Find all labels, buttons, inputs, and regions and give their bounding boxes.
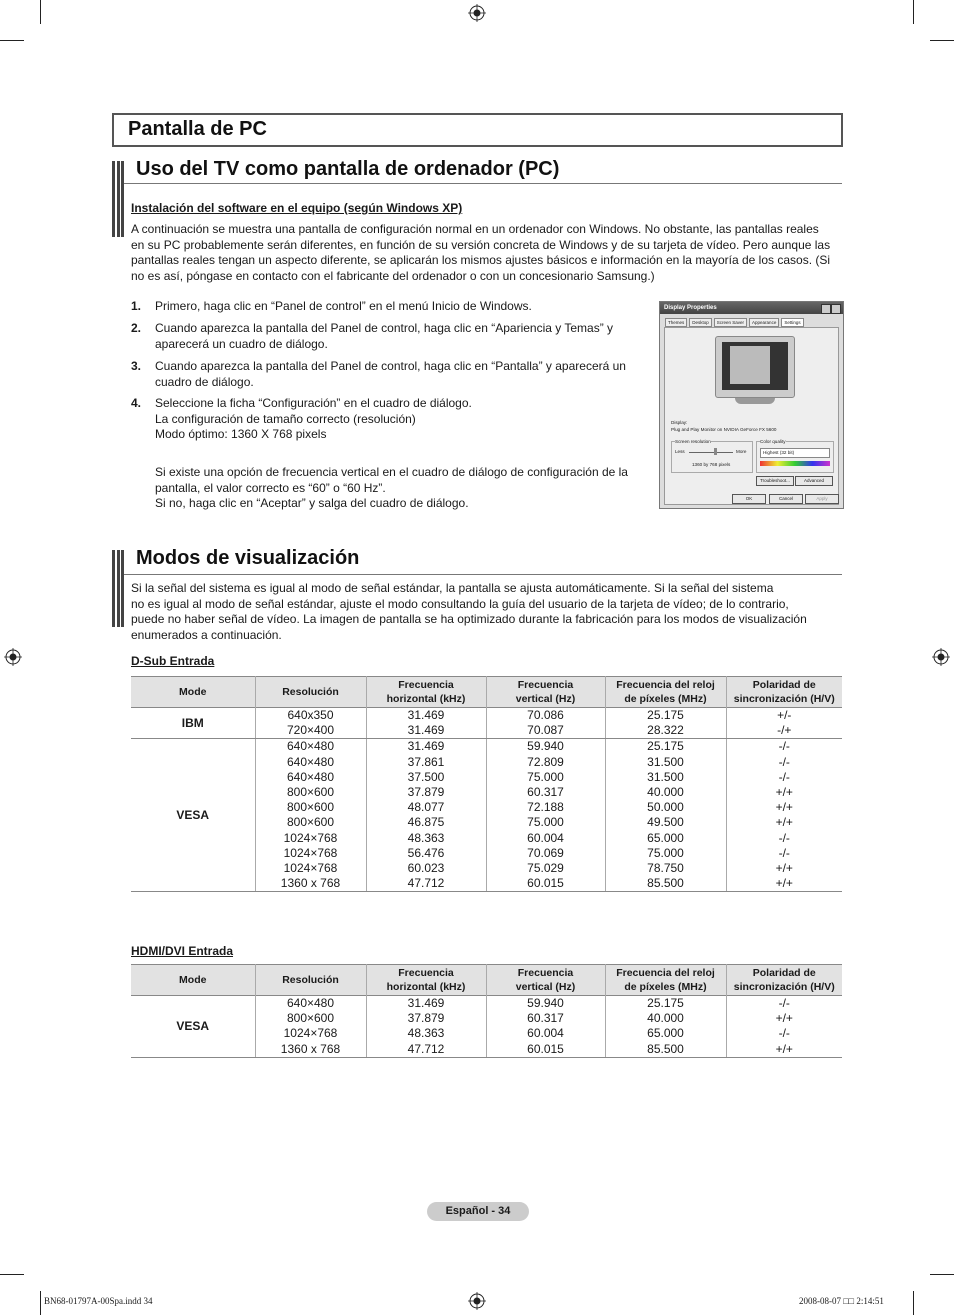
troubleshoot-button: Troubleshoot...: [756, 476, 794, 486]
registration-mark-icon: [468, 4, 486, 22]
subheading: Instalación del software en el equipo (según Windows XP): [131, 201, 463, 215]
step-text: Cuando aparezca la pantalla del Panel de control, haga clic en “Apariencia y Temas” y: [155, 321, 614, 335]
value-cell: 640×480 640×480 640×480 800×600 800×600 800×600 1024×768 1024×768 1024×768 1360 x 768: [255, 739, 366, 892]
value-cell: 31.469 37.861 37.500 37.879 48.077 46.875 48.363 56.476 60.023 47.712: [366, 739, 486, 892]
column-header: Frecuencia vertical (Hz): [486, 965, 605, 996]
column-header: Polaridad de sincronización (H/V): [726, 965, 842, 996]
crop-mark: [0, 1274, 24, 1275]
crop-mark: [40, 0, 41, 24]
step-text: cuadro de diálogo.: [155, 374, 254, 389]
advanced-button: Advanced: [795, 476, 833, 486]
column-header: Frecuencia horizontal (kHz): [366, 965, 486, 996]
page-title-box: [112, 113, 843, 147]
close-icon: [831, 304, 841, 314]
section-title: Modos de visualización: [136, 547, 360, 569]
color-select: [760, 448, 830, 458]
column-header: Resolución: [255, 677, 366, 708]
value-cell: 31.469 31.469: [366, 708, 486, 739]
dialog-tabs: [665, 318, 804, 327]
display-label: Display:: [671, 420, 688, 425]
table-label: D-Sub Entrada: [131, 654, 215, 668]
color-label: Color quality: [760, 439, 786, 444]
section-bar: [112, 550, 124, 627]
color-value: Highest (32 bit): [763, 450, 795, 455]
mode-cell: IBM: [131, 708, 255, 739]
section-rule: [124, 183, 842, 184]
display-properties-screenshot: [659, 301, 844, 509]
text-line: pantalla, el valor correcto es “60” o “60 Hz”.: [155, 480, 386, 495]
column-header: Frecuencia horizontal (kHz): [366, 677, 486, 708]
value-cell: 31.469 37.879 48.363 47.712: [366, 996, 486, 1058]
column-header: Mode: [131, 677, 255, 708]
dialog-title: Display Properties: [664, 305, 717, 311]
text-line: enumerados a continuación.: [131, 627, 282, 642]
step-text: La configuración de tamaño correcto (resolución): [155, 411, 416, 426]
column-header: Frecuencia del reloj de píxeles (MHz): [605, 677, 726, 708]
dialog-titlebar: [660, 302, 843, 314]
text-line: Si la señal del sistema es igual al modo de señal estándar, la pantalla se ajusta automáticamente. Si la señal del sistema: [131, 581, 774, 595]
resolution-value: 1360 by 768 pixels: [692, 462, 731, 467]
registration-mark-icon: [4, 648, 22, 666]
step-text: Primero, haga clic en “Panel de control” en el menú Inicio de Windows.: [155, 299, 532, 313]
monitor-stand: [735, 398, 775, 404]
tab-settings: Settings: [781, 318, 803, 327]
tab-desktop: Desktop: [689, 318, 712, 327]
crop-mark: [0, 40, 24, 41]
intro-paragraph: [131, 222, 842, 284]
text-line: no es así, póngase en contacto con el fabricante del ordenador o con un concesionario Samsung.): [131, 268, 655, 283]
step-number: 4.: [131, 396, 142, 410]
table-label: HDMI/DVI Entrada: [131, 944, 234, 958]
slider-thumb: [714, 448, 717, 455]
crop-mark: [40, 1291, 41, 1315]
column-header: Mode: [131, 965, 255, 996]
color-bar: [760, 461, 830, 466]
step-text: Modo óptimo: 1360 X 768 pixels: [155, 427, 327, 441]
page-number: Español - 34: [427, 1202, 529, 1221]
crop-mark: [930, 1274, 954, 1275]
column-header: Resolución: [255, 965, 366, 996]
value-cell: 640x350 720×400: [255, 708, 366, 739]
column-header: Polaridad de sincronización (H/V): [726, 677, 842, 708]
tab-screen-saver: Screen Saver: [714, 318, 747, 327]
text-line: puede no haber señal de vídeo. La imagen de pantalla se ha optimizado durante la fabricación para los modos de visualización: [131, 612, 807, 626]
column-header: Frecuencia vertical (Hz): [486, 677, 605, 708]
display-value: Plug and Play Monitor on NVIDIA GeForce FX 5600: [671, 427, 777, 432]
footer-file-info: BN68-01797A-00Spa.indd 34: [44, 1296, 153, 1306]
text-line: A continuación se muestra una pantalla de configuración normal en un ordenador con Windows. No obstante, las pantallas reales: [131, 222, 819, 236]
note-paragraph: [131, 465, 646, 512]
value-cell: 25.175 40.000 65.000 85.500: [605, 996, 726, 1058]
registration-mark-icon: [468, 1292, 486, 1310]
ok-button: OK: [732, 494, 766, 504]
step-text: Seleccione la ficha “Configuración” en el cuadro de diálogo.: [155, 396, 472, 410]
color-group: [756, 441, 834, 473]
step-number: 2.: [131, 321, 142, 335]
value-cell: 25.175 28.322: [605, 708, 726, 739]
intro-paragraph: [131, 581, 842, 643]
value-cell: +/- -/+: [726, 708, 842, 739]
mode-cell: VESA: [131, 996, 255, 1058]
resolution-group: [671, 441, 753, 473]
crop-mark: [913, 0, 914, 24]
text-line: en su PC probablemente serán diferentes, en función de su versión concreta de Windows y de su tarjeta de vídeo. Pero aunque las: [131, 237, 831, 252]
value-cell: 59.940 60.317 60.004 60.015: [486, 996, 605, 1058]
hdmi-mode-table: [131, 964, 842, 1058]
resolution-label: Screen resolution: [675, 439, 711, 444]
footer-timestamp: 2008-08-07 □□ 2:14:51: [799, 1296, 884, 1306]
text-line: Si no, haga clic en “Aceptar” y salga del cuadro de diálogo.: [155, 496, 469, 510]
page-title: Pantalla de PC: [128, 118, 267, 140]
tab-appearance: Appearance: [749, 318, 779, 327]
table-header-row: [131, 965, 842, 996]
dsub-mode-table: [131, 676, 842, 892]
column-header: Frecuencia del reloj de píxeles (MHz): [605, 965, 726, 996]
more-label: More: [736, 449, 747, 454]
value-cell: 640×480 800×600 1024×768 1360 x 768: [255, 996, 366, 1058]
step-number: 1.: [131, 299, 142, 313]
text-line: pantallas reales tengan un aspecto diferente, se aplicarán los mismos ajustes básicos e información en la mayoría de los casos. (Si: [131, 253, 831, 267]
table-row: [131, 708, 842, 739]
section-title: Uso del TV como pantalla de ordenador (PC): [136, 158, 560, 180]
step-number: 3.: [131, 359, 142, 373]
text-line: no es igual al modo de señal estándar, ajuste el modo consultando la guía del usuario de la tarjeta de vídeo; de lo contrario,: [131, 596, 789, 611]
table-header-row: [131, 677, 842, 708]
section-bar: [112, 161, 124, 237]
dialog-body: [664, 327, 839, 505]
crop-mark: [913, 1291, 914, 1315]
step-text: Cuando aparezca la pantalla del Panel de control, haga clic en “Pantalla” y aparecerá un: [155, 359, 626, 373]
value-cell: -/- +/+ -/- +/+: [726, 996, 842, 1058]
step-item: [131, 299, 646, 315]
step-item: [131, 359, 646, 390]
value-cell: 70.086 70.087: [486, 708, 605, 739]
value-cell: -/- -/- -/- +/+ +/+ +/+ -/- -/- +/+ +/+: [726, 739, 842, 892]
step-item: [131, 321, 646, 352]
section-rule: [124, 574, 842, 575]
registration-mark-icon: [932, 648, 950, 666]
step-text: aparecerá un cuadro de diálogo.: [155, 336, 328, 351]
table-row: [131, 739, 842, 892]
resolution-slider: [689, 452, 733, 453]
value-cell: 59.940 72.809 75.000 60.317 72.188 75.000 60.004 70.069 75.029 60.015: [486, 739, 605, 892]
cancel-button: Cancel: [769, 494, 803, 504]
table-row: [131, 996, 842, 1058]
monitor-icon: [715, 336, 795, 398]
step-item: [131, 396, 646, 443]
crop-mark: [930, 40, 954, 41]
text-line: Si existe una opción de frecuencia vertical en el cuadro de diálogo de configuración de la: [155, 465, 628, 479]
help-icon: [821, 304, 831, 314]
apply-button: Apply: [805, 494, 839, 504]
mode-cell: VESA: [131, 739, 255, 892]
tab-themes: Themes: [665, 318, 687, 327]
value-cell: 25.175 31.500 31.500 40.000 50.000 49.500 65.000 75.000 78.750 85.500: [605, 739, 726, 892]
less-label: Less: [675, 449, 685, 454]
